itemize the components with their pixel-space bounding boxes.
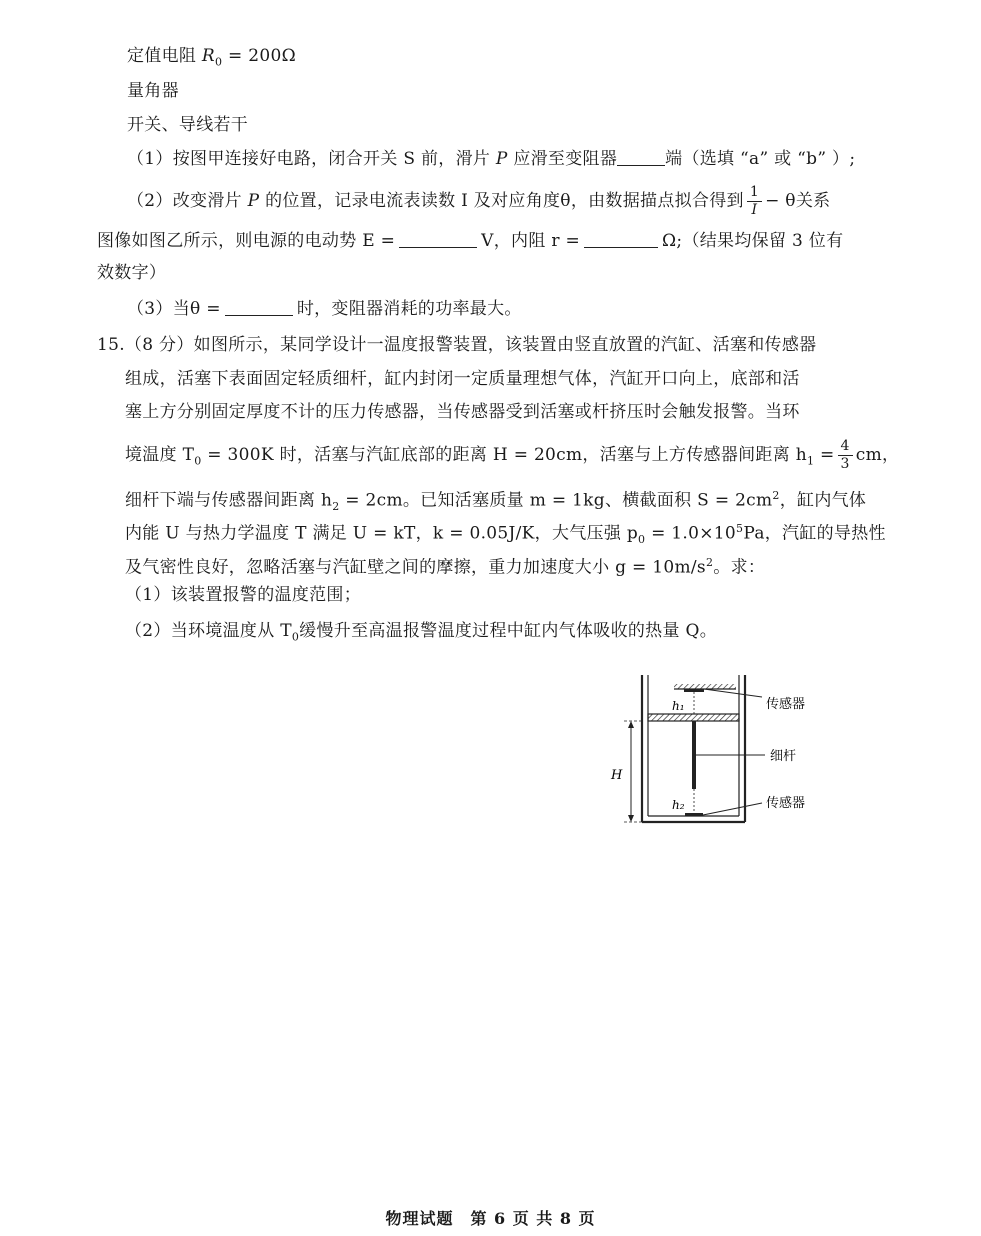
resistor-sub: 0 xyxy=(215,55,223,69)
q15-l4-sub2: 1 xyxy=(806,454,815,468)
fraction-4-over-3 xyxy=(838,438,853,473)
emf-prompt: 图像如图乙所示，则电源的电动势 E = xyxy=(97,231,396,251)
thin-rod xyxy=(692,721,696,789)
protractor-item: 量角器 xyxy=(127,81,179,101)
resistor-label: 定值电阻 xyxy=(127,46,202,66)
q14-p2-text-c: − θ关系 xyxy=(765,191,831,211)
q15-l5-sub: 2 xyxy=(332,500,340,514)
q15-l6-a: 内能 U 与热力学温度 T 满足 U = kT，k = 0.05J/K，大气压强 p xyxy=(125,523,639,544)
q14-p1-var: P xyxy=(495,149,508,169)
q15-line4 xyxy=(125,438,899,473)
label-sensor-top: 传感器 xyxy=(766,697,806,712)
q15-l7-sup: 2 xyxy=(705,556,714,569)
q14-p3-text-b: 时，变阻器消耗的功率最大。 xyxy=(296,299,522,319)
fraction-1-over-I xyxy=(747,184,762,219)
answer-blank xyxy=(399,247,477,248)
q14-p2-var: P xyxy=(247,191,260,211)
q14-p2-note: Ω;（结果均保留 3 位有 xyxy=(662,231,844,251)
top-mount xyxy=(674,684,736,689)
q14-part1 xyxy=(127,147,855,171)
label-rod: 细杆 xyxy=(770,749,797,764)
label-h2: h₂ xyxy=(672,798,685,812)
q15-line2: 组成，活塞下表面固定轻质细杆，缸内封闭一定质量理想气体，汽缸开口向上，底部和活 xyxy=(125,369,800,389)
q14-p1-text-b: 应滑至变阻器 xyxy=(507,149,618,169)
q15-l5-b: = 2cm。已知活塞质量 m = 1kg、横截面积 S = 2cm xyxy=(339,490,773,511)
q15-question1: （1）该装置报警的温度范围； xyxy=(125,585,362,605)
q15-q2-a: （2）当环境温度从 T xyxy=(125,621,292,641)
q14-part2-line2 xyxy=(97,229,843,253)
fraction-denominator: I xyxy=(751,202,758,218)
q15-l5-sup: 2 xyxy=(772,489,780,502)
q15-q2-sub: 0 xyxy=(291,630,300,644)
label-sensor-bottom: 传感器 xyxy=(766,796,806,811)
q15-q2-b: 缓慢升至高温报警温度过程中缸内气体吸收的热量 Q。 xyxy=(299,621,718,641)
label-h1: h₁ xyxy=(672,699,685,713)
q15-l4-b: = 300K 时，活塞与汽缸底部的距离 H = 20cm，活塞与上方传感器间距离 h xyxy=(201,445,807,465)
q15-l4-c: = xyxy=(814,445,835,465)
q15-question2 xyxy=(125,619,717,649)
q15-l6-sub: 0 xyxy=(638,533,646,547)
q15-l6-sup: 5 xyxy=(736,522,744,535)
q15-l4-d: cm， xyxy=(855,445,900,465)
q15-line7 xyxy=(125,551,765,580)
q15-line5 xyxy=(125,484,866,519)
q15-l6-c: Pa，汽缸的导热性 xyxy=(743,523,886,544)
resistor-item xyxy=(127,44,296,74)
q15-l4-a: 境温度 T xyxy=(125,445,195,465)
switch-wires-item: 开关、导线若干 xyxy=(127,115,249,135)
resistance-prompt: V，内阻 r = xyxy=(481,231,581,251)
q14-p2-text-b: 的位置，记录电流表读数 I 及对应角度θ，由数据描点拟合得到 xyxy=(259,191,744,211)
q15-l7-a: 及气密性良好，忽略活塞与汽缸壁之间的摩擦，重力加速度大小 g = 10m/s xyxy=(125,557,706,578)
label-H: H xyxy=(611,768,623,783)
q15-l5-c: ，缸内气体 xyxy=(779,490,867,511)
q14-p3-text-a: （3）当θ = xyxy=(127,299,221,319)
resistor-value: = 200Ω xyxy=(222,46,297,66)
resistor-symbol: R xyxy=(201,46,216,66)
page-footer: 物理试题 第 6 页 共 8 页 xyxy=(385,1209,596,1228)
answer-blank xyxy=(225,315,293,316)
q14-part2-line3: 效数字） xyxy=(97,263,167,283)
H-dimension xyxy=(624,721,642,822)
q15-l6-b: = 1.0×10 xyxy=(645,523,737,544)
fraction-denominator: 3 xyxy=(840,456,850,472)
cylinder-diagram xyxy=(600,670,840,840)
q15-header: 15.（8 分）如图所示，某同学设计一温度报警装置，该装置由竖直放置的汽缸、活塞和传感器 xyxy=(97,335,817,355)
q14-p2-text-a: （2）改变滑片 xyxy=(127,191,248,211)
q14-p1-text-a: （1）按图甲连接好电路，闭合开关 S 前，滑片 xyxy=(127,149,496,169)
fraction-numerator: 4 xyxy=(838,438,853,456)
q15-l4-sub: 0 xyxy=(194,454,202,468)
q15-line3: 塞上方分别固定厚度不计的压力传感器，当传感器受到活塞或杆挤压时会触发报警。当环 xyxy=(125,402,800,422)
fraction-numerator: 1 xyxy=(747,184,762,202)
q14-part2 xyxy=(127,184,830,219)
q15-l5-a: 细杆下端与传感器间距离 h xyxy=(125,490,333,511)
q15-l7-b: 。求： xyxy=(713,557,766,578)
piston xyxy=(648,714,739,721)
answer-blank xyxy=(584,247,658,248)
q14-p1-text-c: 端（选填 “a” 或 “b” ）; xyxy=(665,149,856,169)
q15-line6 xyxy=(125,517,886,552)
answer-blank xyxy=(617,165,665,166)
bottom-sensor xyxy=(685,813,703,816)
q14-part3 xyxy=(127,297,522,321)
top-sensor xyxy=(684,689,704,692)
